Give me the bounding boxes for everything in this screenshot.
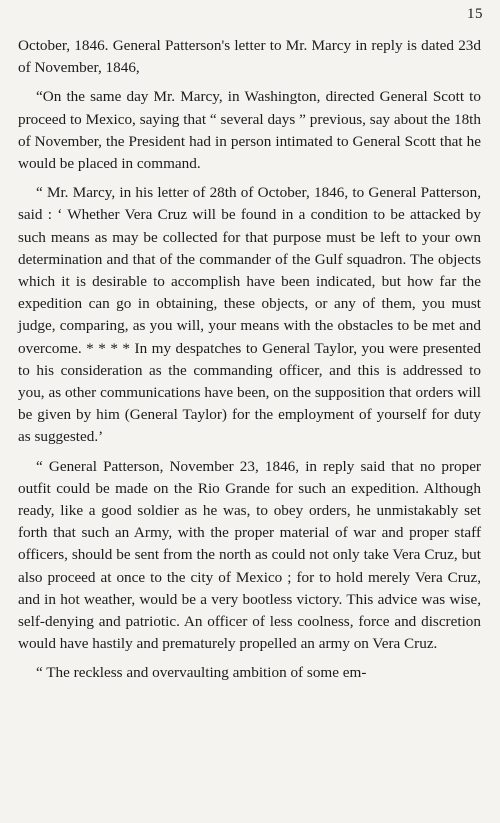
- page-body: [18, 35, 481, 692]
- paragraph: “ The reckless and overvaulting ambition of some em-: [36, 664, 367, 682]
- paragraph: “ Mr. Marcy, in his letter of 28th of October, 1846, to General Patterson, said : ‘ Whether Vera Cruz will be found in a condition to be attacked by such means as may be collected for that purpose must be left to your own determination and that of the commander of the Gulf squadron. The objects which it is desirable to accomplish have been indicated, but how far the expedition can go in obtaining, these objects, or any of them, you must judge, comparing, as you will, your means with the obstacles to be met and overcome. * * * * In my despatches to General Taylor, you were presented to his consideration as the commanding officer, and this is addressed to you, as other communications have been, on the supposition that orders will be given by him (General Taylor) for the employment of yourself for duty as suggested.’: [18, 184, 481, 446]
- paragraph: October, 1846. General Patterson's letter to Mr. Marcy in reply is dated 23d of November, 1846,: [18, 37, 481, 77]
- page-number: 15: [467, 6, 483, 22]
- paragraph: “ General Patterson, November 23, 1846, in reply said that no proper outfit could be made on the Rio Grande for such an expedition. Although ready, like a good soldier as he was, to obey orders, he unmistakably set forth that such an Army, with the proper material of war and proper staff officers, should be sent from the north as could not only take Vera Cruz, but also proceed at once to the city of Mexico ; for to hold merely Vera Cruz, and in hot weather, would be a very bootless victory. This advice was wise, self-denying and patriotic. An officer of less coolness, force and discretion would have hastily and prematurely propelled an army on Vera Cruz.: [18, 457, 481, 653]
- paragraph: “On the same day Mr. Marcy, in Washington, directed General Scott to proceed to Mexico, saying that “ several days ” previous, say about the 18th of November, the President had in person intimated to General Scott that he would be placed in command.: [18, 88, 481, 173]
